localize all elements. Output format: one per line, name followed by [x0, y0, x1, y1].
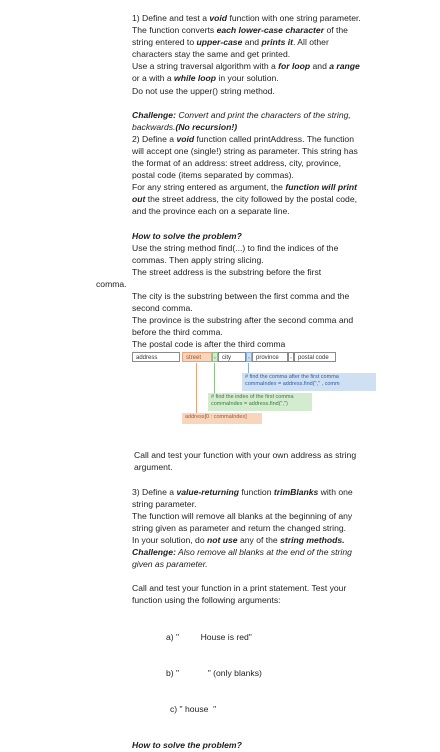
address-box: address	[132, 352, 180, 362]
q1-l2g: . All other characters stay the same and get printed.	[132, 37, 329, 60]
note-blue-line-2: commaIndex = address.find("," , comm	[245, 381, 340, 388]
q2-c: function called printAddress. The function will accept one (single!) string as parameter. This string has the format of an address: street address, city, province, postal code (items separated by commas).	[132, 133, 358, 181]
q3-e: with one string parameter.	[132, 486, 353, 509]
q2-d: For any string entered as argument, the	[132, 182, 286, 193]
green-connector	[214, 363, 215, 393]
how-1-p4: The province is the substring after the second comma and before the third comma.	[132, 315, 354, 338]
note-second-comma	[242, 373, 376, 391]
q1-l2c: of the string entered to	[132, 25, 348, 48]
street-box: street	[182, 352, 212, 362]
q1-l2a: The function converts	[132, 25, 217, 36]
question-2	[132, 133, 362, 218]
challenge-1	[132, 109, 362, 133]
q1-l3e: or a with a	[132, 73, 175, 84]
challenge-1-label: Challenge:	[132, 109, 176, 120]
call-test-2: Call and test your function in a print statement. Test your function using the following arguments:	[132, 583, 347, 606]
q1-l3b: for loop	[278, 61, 311, 72]
comma-line	[96, 278, 362, 290]
q3-d: trimBlanks	[273, 486, 319, 497]
q3-f: The function will remove all blanks at the beginning of any string given as parameter and return the changed string.	[132, 510, 353, 533]
q3-j: string methods.	[280, 534, 345, 545]
how-to-solve-1	[132, 230, 362, 278]
q3-challenge-text: Also remove all blanks at the end of the string given as parameter.	[132, 547, 352, 570]
challenge-1-text: Convert and print the characters of the string, backwards.	[132, 109, 351, 132]
argument-list	[132, 606, 362, 739]
city-box: city	[218, 352, 246, 362]
q1-l4: Do not use the upper() string method.	[132, 85, 275, 96]
third-comma-box: ,	[288, 352, 294, 362]
q3-a: 3) Define a	[132, 486, 177, 497]
how-1-p5: The postal code is after the third comma	[132, 339, 286, 350]
q2-a: 2) Define a	[132, 133, 177, 144]
q1-intro: 1) Define and test a	[132, 13, 210, 23]
argument-c: c) " house "	[170, 704, 217, 715]
q1-rest: function with one string parameter.	[227, 13, 361, 23]
province-box: province	[252, 352, 288, 362]
call-test-1: Call and test your function with your own address as string argument.	[134, 450, 357, 473]
how-1-p3: The city is the substring between the first comma and the second comma.	[132, 290, 350, 313]
argument-b: b) " " (only blanks)	[166, 667, 262, 678]
q1-l2e: and	[242, 37, 262, 48]
q2-b: void	[176, 133, 195, 144]
note-green-line-1: # find the index of the first comma	[211, 394, 294, 401]
q1-l3c: and	[310, 61, 330, 72]
q1-l2b: each lower-case character	[216, 25, 325, 36]
q1-l3f: while loop	[174, 73, 217, 84]
how-1-p1: Use the string method find(...) to find the indices of the commas. Then apply string slicing.	[132, 242, 339, 265]
how-1-p2b: comma.	[96, 278, 127, 289]
question-1	[132, 12, 362, 97]
how-to-solve-2: How to solve the problem?	[132, 740, 242, 751]
q1-void: void	[209, 13, 228, 23]
q3-challenge-label: Challenge:	[132, 547, 176, 557]
q1-l2d: upper-case	[196, 37, 243, 48]
orange-connector	[196, 363, 197, 413]
q1-l3a: Use a string traversal algorithm with a	[132, 61, 279, 72]
postal-code-box: postal code	[294, 352, 336, 362]
q3-g: In your solution, do	[132, 534, 208, 545]
q3-b: value-returning	[176, 486, 239, 497]
q2-e: function will print out	[132, 182, 357, 205]
question-3	[132, 486, 362, 571]
how-1-p2a: The street address is the substring before the first	[132, 266, 322, 277]
q1-l2f: prints it	[261, 37, 293, 48]
address-slicing-diagram	[132, 351, 382, 461]
first-comma-box: ,	[212, 352, 218, 362]
q1-l3d: a range	[329, 61, 360, 72]
argument-a: a) " House is red"	[166, 631, 252, 642]
how-1-rest	[132, 290, 362, 350]
challenge-1-norec: (No recursion!)	[175, 121, 238, 132]
document-text	[96, 12, 362, 752]
note-blue-line-1: # find the comma after the first comma	[245, 374, 339, 381]
q1-l3g: in your solution.	[216, 73, 279, 84]
q2-f: the street address, the city followed by the postal code, and the province each on a separate line.	[132, 194, 357, 217]
q3-h: not use	[207, 534, 238, 545]
how-to-solve-1-title: How to solve the problem?	[132, 230, 242, 241]
note-green-line-2: commaIndex = address.find(",")	[211, 401, 288, 408]
q3-i: any of the	[237, 534, 281, 545]
note-first-comma	[208, 393, 312, 411]
second-comma-box: ,	[246, 352, 252, 362]
note-slice: address[0 : commaIndex]	[182, 413, 262, 424]
q3-c: function	[239, 486, 274, 497]
